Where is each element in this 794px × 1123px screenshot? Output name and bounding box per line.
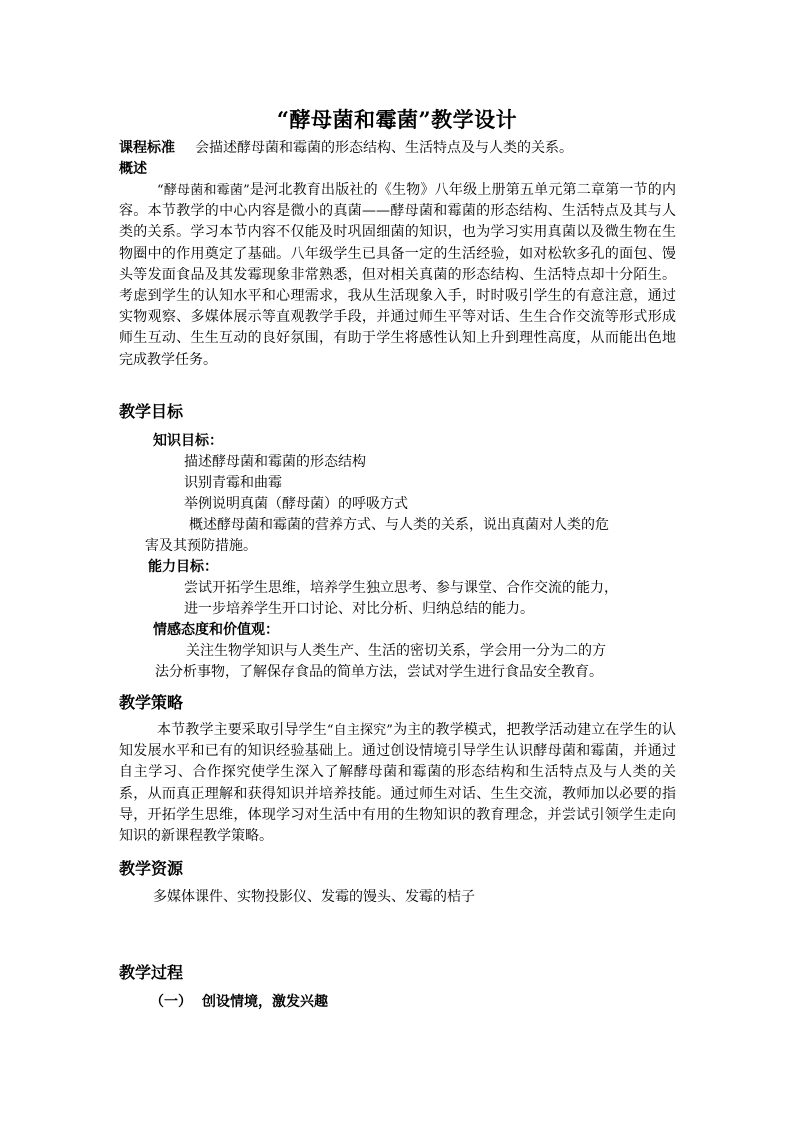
knowledge-item: 描述酵母菌和霉菌的形态结构 (184, 454, 366, 470)
process-step-number: （一） (150, 994, 192, 1010)
overview-quote: “酵母菌和霉菌” (157, 183, 250, 198)
resources-heading: 教学资源 (119, 859, 184, 878)
strategy-quote: “自主探究” (326, 723, 393, 738)
ability-goals-label: 能力目标： (148, 559, 218, 575)
knowledge-item-long: 概述酵母菌和霉菌的营养方式、与人类的关系，说出真菌对人类的危 (189, 517, 609, 533)
knowledge-item: 识别青霉和曲霉 (184, 475, 282, 491)
curriculum-standard-label: 课程标准 (119, 140, 175, 156)
process-step-title: 创设情境，激发兴趣 (202, 994, 328, 1010)
ability-goal-line: 尝试开拓学生思维，培养学生独立思考、参与课堂、合作交流的能力， (184, 580, 618, 596)
process-heading: 教学过程 (119, 963, 184, 982)
process-step (150, 992, 328, 1013)
strategy-paragraph (119, 720, 676, 847)
curriculum-standard (119, 138, 573, 159)
resources-text: 多媒体课件、实物投影仪、发霉的馒头、发霉的桔子 (153, 889, 475, 905)
goals-heading: 教学目标 (119, 402, 184, 421)
emotion-goals-label: 情感态度和价值观： (153, 622, 279, 638)
strategy-heading: 教学策略 (119, 693, 184, 712)
overview-paragraph (119, 180, 676, 371)
knowledge-item: 举例说明真菌（酵母菌）的呼吸方式 (184, 496, 408, 512)
overview-heading: 概述 (119, 161, 147, 177)
knowledge-item-long-cont: 害及其预防措施。 (145, 538, 257, 554)
overview-text: 是河北教育出版社的《生物》八年级上册第五单元第二章第一节的内容。本节教学的中心内容是微小的真菌——酵母菌和霉菌的形态结构、生活特点及其与人类的关系。学习本节内容不仅能及时巩固细菌的知识，也为学习实用真菌以及微生物在生物圈中的作用奠定了基础。八年级学生已具备一定的生活经验，如对松软多孔的面包、馒头等发面食品及其发霉现象非常熟悉，但对相关真菌的形态结构、生活特点却十分陌生。考虑到学生的认知水平和心理需求，我从生活现象入手，时时吸引学生的有意注意，通过实物观察、多媒体展示等直观教学手段，并通过师生平等对话、生生合作交流等形式形成师生互动、生生互动的良好氛围，有助于学生将感性认知上升到理性高度，从而能出色地完成教学任务。 (119, 182, 676, 368)
curriculum-standard-text: 会描述酵母菌和霉菌的形态结构、生活特点及与人类的关系。 (195, 140, 573, 156)
emotion-goal-line: 关注生物学知识与人类生产、生活的密切关系，学会用一分为二的方 (186, 643, 606, 659)
strategy-text-start: 本节教学主要采取引导学生 (157, 722, 327, 738)
knowledge-goals-label: 知识目标： (153, 433, 223, 449)
document-title: “酵母菌和霉菌”教学设计 (276, 107, 518, 132)
ability-goal-line: 进一步培养学生开口讨论、对比分析、归纳总结的能力。 (184, 601, 534, 617)
strategy-text-end: 为主的教学模式，把教学活动建立在学生的认知发展水平和已有的知识经验基础上。通过创设情境引导学生认识酵母菌和霉菌，并通过自主学习、合作探究使学生深入了解酵母菌和霉菌的形态结构和生活特点及与人类的关系，从而真正理解和获得知识并培养技能。通过师生对话、生生交流，教师加以必要的指导，开拓学生思维，体现学习对生活中有用的生物知识的教育理念，并尝试引领学生走向知识的新课程教学策略。 (119, 722, 677, 845)
emotion-goal-line: 法分析事物，了解保存食品的简单方法，尝试对学生进行食品安全教育。 (155, 664, 603, 680)
